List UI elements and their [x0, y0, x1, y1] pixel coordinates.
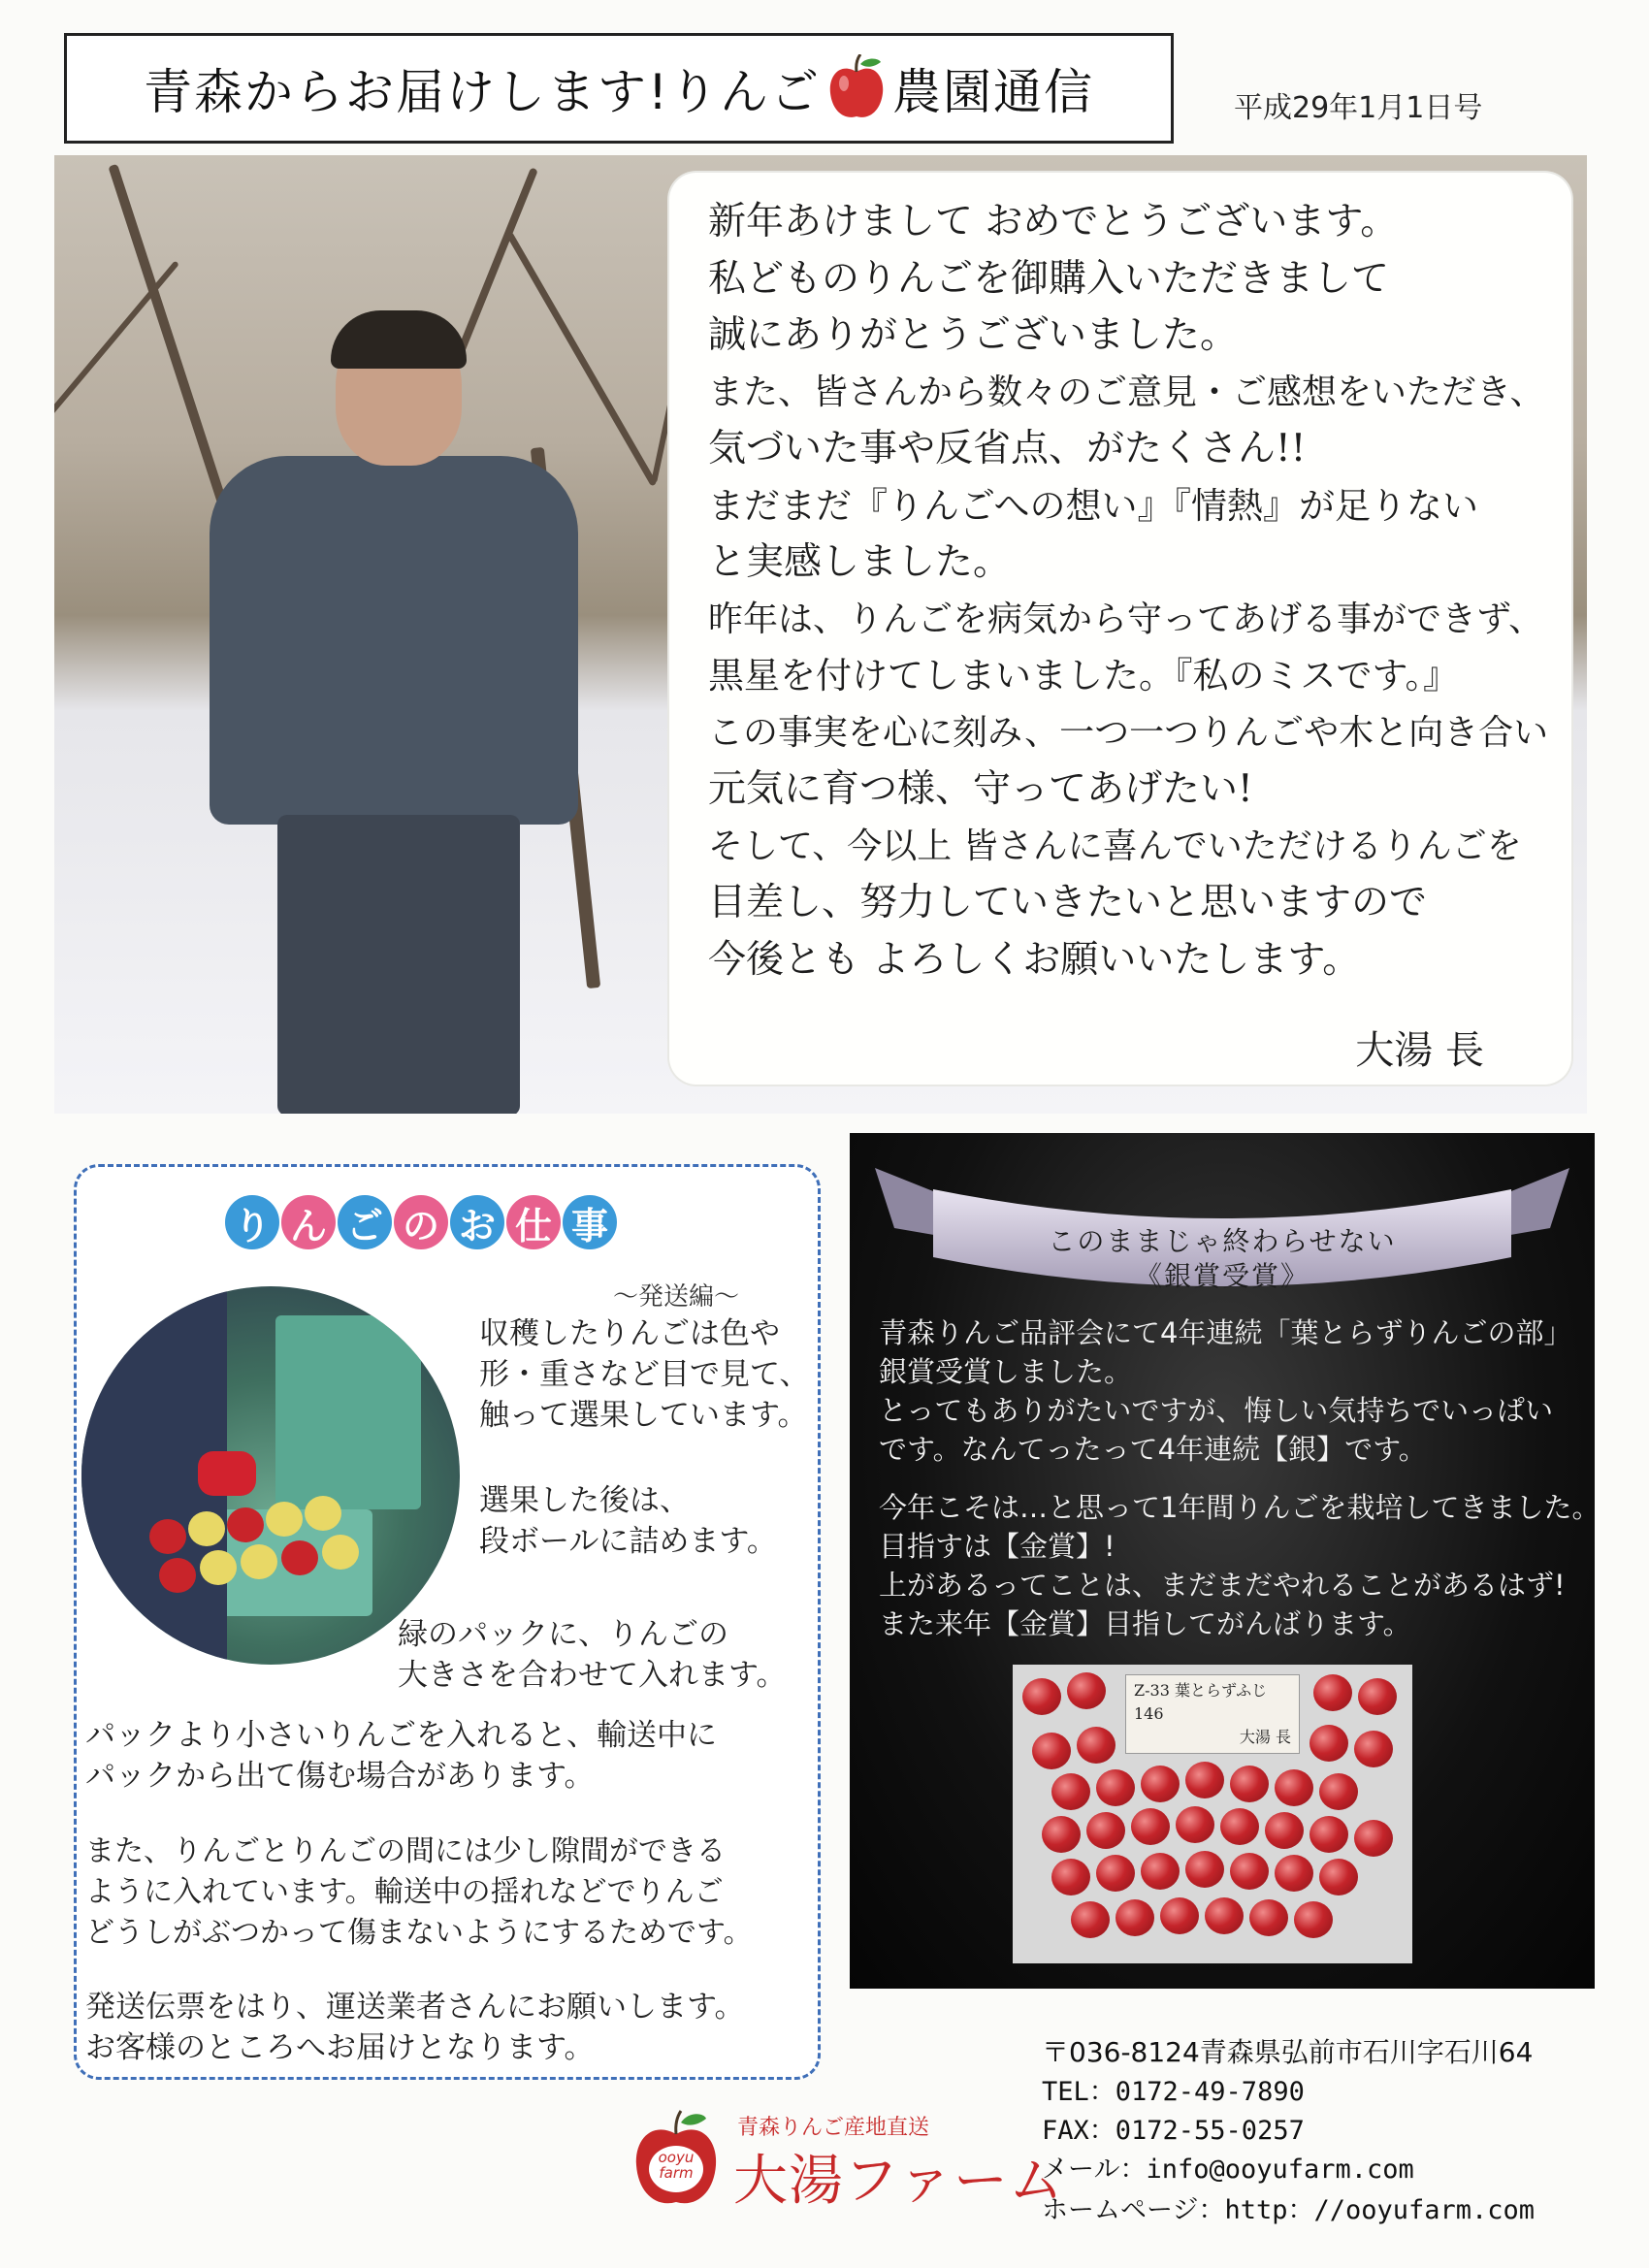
text-line: また、りんごとりんごの間には少し隙間ができる — [85, 1834, 726, 1868]
text-line: パックより小さいりんごを入れると、輸送中に — [85, 1718, 717, 1753]
apple — [1310, 1725, 1348, 1762]
apple — [1141, 1853, 1180, 1890]
apple — [1294, 1901, 1333, 1938]
logo-brand-line: ooyu — [658, 2149, 695, 2166]
award-paragraph-2 — [879, 1488, 1600, 1643]
logo-brand-line: farm — [659, 2164, 694, 2182]
text-line: パックから出て傷む場合があります。 — [85, 1759, 595, 1794]
apple — [159, 1558, 196, 1593]
apple — [1185, 1851, 1224, 1888]
apple-work-title — [225, 1195, 617, 1249]
text-line: 青森りんご品評会にて4年連続「葉とらずりんごの部」 — [879, 1316, 1572, 1349]
apple — [1205, 1897, 1244, 1934]
apple — [1354, 1731, 1393, 1767]
tel: TEL：0172-49-7890 — [1042, 2077, 1305, 2107]
apple — [1185, 1762, 1224, 1798]
ribbon-line-1: このままじゃ終わらせない — [1048, 1225, 1397, 1257]
apple — [1032, 1733, 1071, 1769]
work-paragraph-2 — [479, 1480, 777, 1562]
letter-line: 新年あけまして おめでとうございます。 — [708, 200, 1399, 243]
card-line: Z-33 葉とらずふじ146 — [1134, 1681, 1268, 1723]
red-glove — [198, 1451, 256, 1496]
email-link[interactable]: メール：info@ooyufarm.com — [1042, 2155, 1414, 2185]
apple — [1310, 1816, 1348, 1853]
letter-body — [708, 194, 1549, 988]
apple — [1249, 1899, 1288, 1936]
text-line: ように入れています。輸送中の揺れなどでりんご — [85, 1875, 724, 1909]
letter-line: 気づいた事や反省点、がたくさん!! — [708, 427, 1307, 470]
homepage-link[interactable]: ホームページ：http：//ooyufarm.com — [1042, 2195, 1536, 2225]
logo-name: 大湯ファーム — [733, 2150, 1064, 2213]
person-hair — [331, 310, 467, 369]
apple — [1096, 1855, 1135, 1892]
packing-photo — [81, 1286, 460, 1665]
award-paragraph-1 — [879, 1313, 1571, 1469]
apple — [188, 1511, 225, 1546]
letter-line: 誠にありがとうございました。 — [708, 313, 1239, 357]
title-bubble: お — [450, 1195, 504, 1249]
apple — [1141, 1766, 1180, 1802]
work-paragraph-6 — [85, 1987, 745, 2068]
apple — [149, 1519, 186, 1554]
letter-line: と実感しました。 — [708, 540, 1012, 584]
text-line: 大きさを合わせて入れます。 — [398, 1658, 787, 1693]
apple — [1230, 1766, 1269, 1802]
title-bubble: 仕 — [506, 1195, 561, 1249]
apple — [1354, 1820, 1393, 1857]
apple — [1319, 1773, 1358, 1810]
apple — [281, 1540, 318, 1575]
title-bubble: 事 — [563, 1195, 617, 1249]
apple — [1131, 1808, 1170, 1845]
text-line: 緑のパックに、りんごの — [398, 1617, 728, 1652]
letter-line: 元気に育つ様、守ってあげたい! — [708, 767, 1253, 811]
letter-line: 黒星を付けてしまいました。『私のミスです。』 — [708, 655, 1460, 697]
issue-date: 平成29年1月1日号 — [1234, 91, 1483, 125]
apple — [1086, 1812, 1125, 1849]
address: 〒036-8124青森県弘前市石川字石川64 — [1042, 2036, 1534, 2068]
fax: FAX：0172-55-0257 — [1042, 2116, 1305, 2146]
work-paragraph-1 — [479, 1313, 809, 1436]
text-line: 形・重さなど目で見て、 — [479, 1357, 810, 1392]
letter-line: まだまだ『りんごへの想い』『情熱』が足りない — [708, 484, 1479, 527]
title-bubble: ん — [281, 1195, 336, 1249]
work-paragraph-5 — [85, 1831, 753, 1954]
text-line: です。なんてったって4年連続【銀】です。 — [879, 1433, 1427, 1466]
text-line: 今年こそは…と思って1年間りんごを栽培してきました。 — [879, 1491, 1600, 1524]
apple — [305, 1496, 341, 1531]
letter-line: 私どものりんごを御購入いただきまして — [708, 256, 1390, 301]
apple — [1067, 1672, 1106, 1709]
apple — [1042, 1816, 1081, 1853]
apple — [1275, 1855, 1313, 1892]
text-line: 上があるってことは、まだまだやれることがあるはず! — [879, 1569, 1566, 1602]
letter-line: この事実を心に刻み、一つ一つりんごや木と向き合い — [708, 712, 1549, 753]
card-line: 大湯 長 — [1239, 1728, 1291, 1746]
apple — [1313, 1674, 1352, 1711]
title-part2: 農園通信 — [892, 64, 1095, 120]
text-line: とってもありがたいですが、悔しい気持ちでいっぱい — [879, 1394, 1554, 1427]
apple — [1220, 1808, 1259, 1845]
title-bubble: の — [394, 1195, 448, 1249]
award-label-card — [1125, 1674, 1300, 1754]
letter-line: 今後とも よろしくお願いいたします。 — [708, 937, 1361, 982]
text-line: お客様のところへお届けとなります。 — [85, 2030, 595, 2065]
apple — [1265, 1812, 1304, 1849]
text-line: 収穫したりんごは色や — [479, 1316, 780, 1351]
text-line: 目指すは【金賞】! — [879, 1530, 1116, 1563]
text-line: 銀賞受賞しました。 — [879, 1355, 1133, 1388]
apple — [1230, 1853, 1269, 1890]
award-apples-photo — [1013, 1665, 1412, 1963]
work-paragraph-4 — [85, 1715, 717, 1797]
tree-branch — [505, 231, 657, 486]
person-pants — [277, 815, 520, 1114]
handwritten-letter — [669, 173, 1571, 1085]
newsletter-title — [64, 33, 1174, 144]
letter-line: また、皆さんから数々のご意見・ご感想をいただき、 — [708, 372, 1545, 412]
logo-tagline: 青森りんご産地直送 — [737, 2116, 930, 2140]
apple — [200, 1550, 237, 1585]
text-line: どうしがぶつかって傷まないようにするためです。 — [85, 1916, 753, 1950]
apple — [1077, 1727, 1116, 1764]
ribbon-line-2: 《銀賞受賞》 — [1134, 1260, 1310, 1292]
text-line: 選果した後は、 — [479, 1483, 690, 1518]
apple — [241, 1544, 277, 1579]
letter-line: そして、今以上 皆さんに喜んでいただけるりんごを — [708, 826, 1522, 866]
tree-branch — [54, 260, 179, 457]
apple-work-subtitle: ～発送編～ — [613, 1282, 740, 1312]
person-jacket — [210, 456, 578, 825]
apple — [1319, 1859, 1358, 1895]
apple — [1051, 1773, 1090, 1810]
apple — [1160, 1897, 1199, 1934]
text-line: 触って選果しています。 — [479, 1398, 808, 1433]
title-bubble: ご — [338, 1195, 392, 1249]
text-line: 発送伝票をはり、運送業者さんにお願いします。 — [85, 1990, 745, 2025]
apple — [1071, 1901, 1110, 1938]
apple — [1358, 1678, 1397, 1715]
letter-signature: 大湯 長 — [1355, 1028, 1484, 1073]
logo-brand — [640, 2150, 712, 2181]
apple — [1096, 1769, 1135, 1806]
apple — [266, 1502, 303, 1537]
apple — [227, 1507, 264, 1542]
apple — [1176, 1806, 1214, 1843]
apple — [1022, 1678, 1061, 1715]
work-paragraph-3 — [398, 1614, 787, 1696]
apple — [1051, 1859, 1090, 1895]
green-tray-stack — [275, 1315, 421, 1509]
title-bubble: り — [225, 1195, 279, 1249]
letter-line: 目差し、努力していきたいと思いますので — [708, 881, 1428, 924]
apple-icon — [826, 54, 887, 122]
apple — [1275, 1769, 1313, 1806]
text-line: 段ボールに詰めます。 — [479, 1524, 777, 1559]
title-part1: 青森からお届けします!りんご — [143, 64, 822, 120]
text-line: また来年【金賞】目指してがんばります。 — [879, 1607, 1411, 1640]
apple — [322, 1535, 359, 1570]
apple — [1116, 1899, 1154, 1936]
letter-line: 昨年は、りんごを病気から守ってあげる事ができず、 — [708, 599, 1544, 639]
